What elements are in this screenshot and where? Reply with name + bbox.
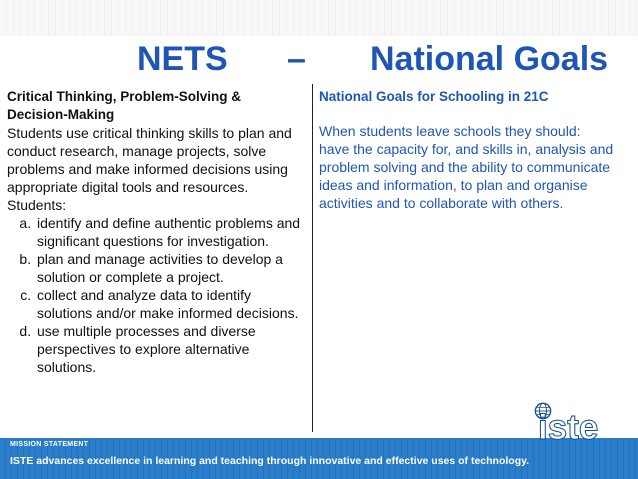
mission-text: ISTE advances excellence in learning and teaching through innovative and effective uses of technology. [10, 455, 530, 467]
iste-logo [528, 402, 638, 452]
national-goals-column [319, 88, 619, 212]
nets-list [7, 214, 309, 376]
national-goals-line1: When students leave schools they should: [319, 123, 581, 139]
national-goals-line2: have the capacity for, and skills in, analysis and problem solving and the ability to communicate ideas and information, to plan and organise activities and to collaborate with others. [319, 141, 614, 211]
nets-column [7, 88, 309, 376]
column-divider [312, 84, 313, 432]
list-item: c. collect and analyze data to identify solutions and/or make informed decisions. [35, 286, 309, 322]
title-dash: – [287, 40, 306, 78]
list-item: d. use multiple processes and diverse perspectives to explore alternative solutions. [35, 322, 309, 376]
top-stripe [0, 0, 638, 36]
mission-label: MISSION STATEMENT [10, 441, 89, 448]
nets-intro: Students use critical thinking skills to plan and conduct research, manage projects, solve problems and make informed decisions using appropriate digital tools and resources. Students: [7, 125, 292, 213]
list-item: b. plan and manage activities to develop a solution or complete a project. [35, 250, 309, 286]
national-goals-heading: National Goals for Schooling in 21C [319, 89, 549, 104]
list-item: a. identify and define authentic problems and significant questions for investigation. [35, 214, 309, 250]
nets-heading-line1: Critical Thinking, Problem-Solving & [7, 89, 242, 104]
title-national-goals: National Goals [370, 40, 609, 78]
nets-heading-line2: Decision-Making [7, 107, 115, 122]
title-nets: NETS [137, 40, 228, 78]
logo-text: iste [538, 408, 599, 447]
slide-title [0, 38, 638, 82]
